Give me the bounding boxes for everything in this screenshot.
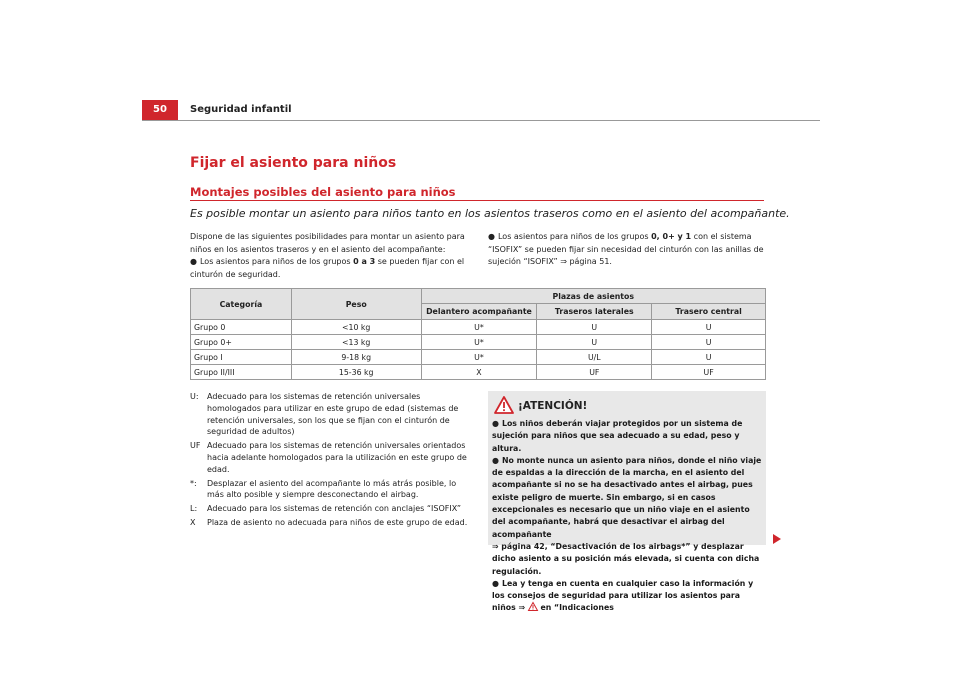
cell: Grupo 0+ [191, 335, 292, 350]
cell: UF [652, 365, 766, 380]
th-seats-group: Plazas de asientos [421, 289, 765, 304]
cell: 9-18 kg [291, 350, 421, 365]
cell: Grupo II/III [191, 365, 292, 380]
header-rule [142, 120, 820, 121]
legend-item: X Plaza de asiento no adecuada para niños de este grupo de edad. [190, 517, 468, 527]
bullet-item: ● Los asientos para niños de los grupos 0 a 3 se pueden fijar con el cinturón de seguridad. [190, 257, 465, 279]
cell: UF [537, 365, 652, 380]
warning-item: ● Los niños deberán viajar protegidos por un sistema de sujeción para niños que sea adecuado a su edad, peso y altura. [492, 419, 743, 453]
cell: X [421, 365, 537, 380]
bullet-icon: ● [190, 257, 197, 266]
table-row [191, 320, 766, 335]
left-column [190, 231, 472, 281]
th-category: Categoría [191, 289, 292, 320]
section-subtitle: Montajes posibles del asiento para niños [190, 185, 456, 199]
th-rear-center: Trasero central [652, 304, 766, 320]
warning-box [488, 391, 766, 613]
running-header: Seguridad infantil [190, 104, 292, 115]
bullet-icon: ● [492, 455, 499, 465]
warning-title: ¡ATENCIÓN! [518, 400, 588, 412]
cell: U* [421, 350, 537, 365]
table-row [191, 350, 766, 365]
bullet-icon: ● [492, 419, 499, 428]
warning-triangle-icon [494, 396, 514, 414]
table-row [191, 365, 766, 380]
cell: U [537, 320, 652, 335]
cell: Grupo I [191, 350, 292, 365]
intro-paragraph: Dispone de las siguientes posibilidades para montar un asiento para niños en los asientos traseros y en el asiento del acompañante: [190, 232, 465, 254]
cell: <13 kg [291, 335, 421, 350]
legend-item: U: Adecuado para los sistemas de retención universales homologados para utilizar en este grupo de edad (sistemas de retención universales, son los que se fijan con el cinturón de seguridad de adultos) [190, 392, 459, 437]
page-number: 50 [142, 100, 178, 120]
cell: U [652, 320, 766, 335]
cell: <10 kg [291, 320, 421, 335]
cell: 15-36 kg [291, 365, 421, 380]
arrow-right-icon: ⇒ [492, 541, 499, 551]
warning-body [492, 418, 762, 615]
cell: Grupo 0 [191, 320, 292, 335]
warning-item: ● No monte nunca un asiento para niños, donde el niño viaje de espaldas a la dirección de la marcha, en el asiento del acompañante si no se ha desactivado antes el airbag, pues existe peligro de muerte. Sin embargo, si en casos excepcionales es necesario que un niño viaje en el asiento del acompañante, habrá que desactivar el airbag del acompañante ⇒ página 42, “Desactivación de los airbags*” y desplazar dicho asiento a su posición más elevada, si cuenta con dicha regulación. [492, 455, 762, 576]
page-title: Fijar el asiento para niños [190, 155, 397, 171]
arrow-right-icon: ⇒ [518, 603, 526, 613]
legend-item: *: Desplazar el asiento del acompañante lo más atrás posible, lo más alto posible y siempre desconectando el airbag. [190, 478, 457, 500]
legend-item: UF Adecuado para los sistemas de retención universales orientados hacia adelante homologados para la utilización en este grupo de edad. [190, 441, 467, 474]
right-column [488, 231, 766, 269]
seat-table [190, 288, 766, 380]
th-weight: Peso [291, 289, 421, 320]
subtitle-rule [190, 200, 764, 201]
cell: U* [421, 335, 537, 350]
cell: U* [421, 320, 537, 335]
warning-triangle-icon [528, 602, 538, 611]
arrow-right-icon: ⇒ [560, 257, 567, 266]
cell: U [652, 350, 766, 365]
continue-arrow-icon [772, 533, 782, 545]
th-rear-side: Traseros laterales [537, 304, 652, 320]
cell: U [652, 335, 766, 350]
th-front: Delantero acompañante [421, 304, 537, 320]
cell: U [537, 335, 652, 350]
page-reference-link[interactable]: página 42, “Desactivación de los airbags*” y desplazar dicho asiento a su posición más elevada, si cuenta con dicha regulación. [492, 541, 760, 576]
page-reference-link[interactable]: página 51. [566, 257, 612, 266]
warning-item: ● Lea y tenga en cuenta en cualquier caso la información y los consejos de seguridad para utilizar los asientos para niños ⇒ en “Indicaciones [492, 578, 754, 613]
bullet-icon: ● [492, 578, 499, 588]
bullet-icon: ● [488, 232, 495, 241]
bullet-item: ● Los asientos para niños de los grupos 0, 0+ y 1 con el sistema “ISOFIX” se pueden fijar sin necesidad del cinturón con las anillas de sujeción “ISOFIX” ⇒ página 51. [488, 232, 764, 266]
cell: U/L [537, 350, 652, 365]
table-row [191, 335, 766, 350]
legend-item: L: Adecuado para los sistemas de retención con anclajes “ISOFIX” [190, 504, 462, 514]
lead-paragraph: Es posible montar un asiento para niños tanto en los asientos traseros como en el asiento del acompañante. [190, 207, 790, 220]
legend-list [190, 391, 472, 531]
